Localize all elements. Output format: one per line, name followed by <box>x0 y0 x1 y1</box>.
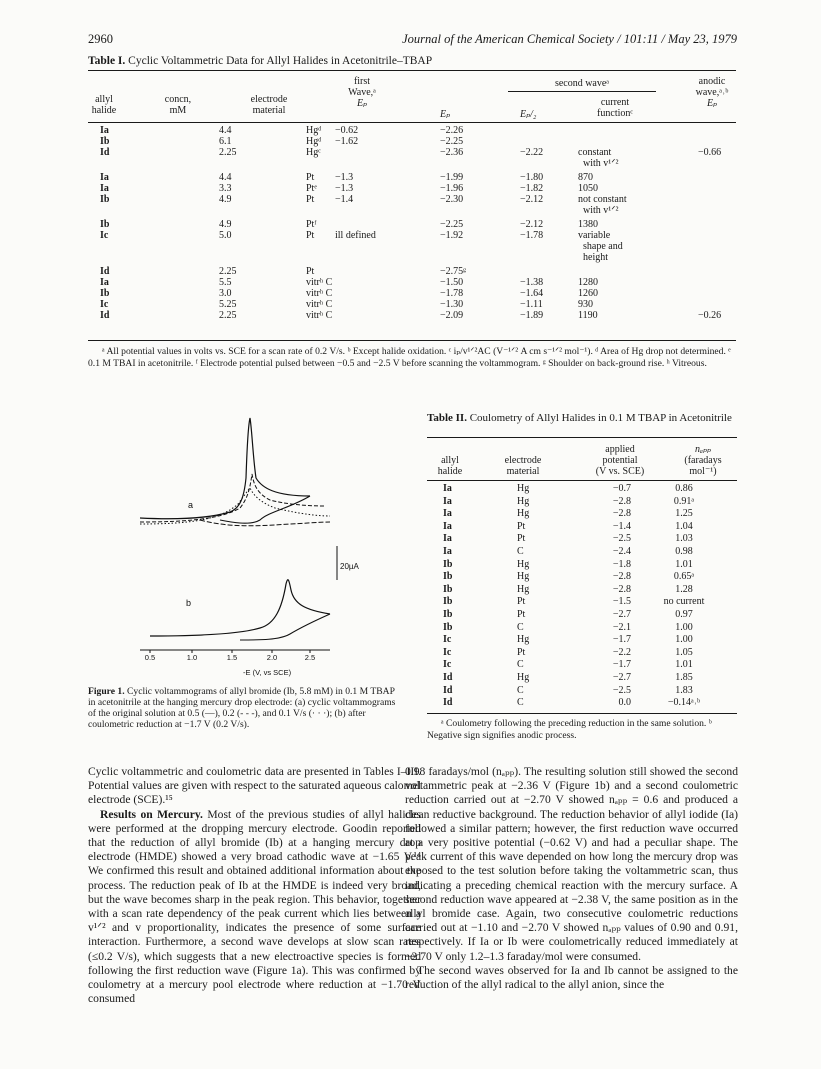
t1-h-current-function: current functionᶜ <box>597 97 633 119</box>
t1-cell: −1.50 <box>440 277 464 288</box>
t1-cell: 4.4 <box>219 172 232 183</box>
t1-cell: Ptᶠ <box>306 219 317 230</box>
t2-cell: −0.14ᵃ˒ᵇ <box>667 697 701 709</box>
t2-cell: −2.8 <box>612 571 631 583</box>
t2-cell: 1.25 <box>675 508 693 520</box>
table2-bottom-rule <box>427 713 737 714</box>
t2-cell: Ic <box>443 634 452 646</box>
curve-a-dashed <box>140 474 325 522</box>
t1-cell: −1.3 <box>335 183 354 194</box>
t1-h-concn: concn, mM <box>164 94 192 116</box>
table1-title: Cyclic Voltammetric Data for Allyl Halides in Acetonitrile–TBAP <box>128 55 433 67</box>
label-a: a <box>188 500 194 510</box>
t2-cell: Hg <box>517 583 530 595</box>
t1-cell: −2.25 <box>440 219 464 230</box>
table1-caption <box>88 55 432 68</box>
t2-cell: −0.7 <box>612 483 631 494</box>
t2-cell: Ib <box>443 571 453 583</box>
t1-h-second-wave: second waveᵃ <box>554 78 610 89</box>
table2-caption <box>427 412 737 425</box>
t1-cell: −1.3 <box>335 172 354 183</box>
x-axis-ticks <box>145 650 315 662</box>
t1-cell: shape and <box>578 241 623 252</box>
t1-cell: −2.75ᵍ <box>440 266 467 277</box>
curve-a-baseline <box>200 520 330 526</box>
t1-cell: 1190 <box>578 310 598 321</box>
t1-cell: vitrʰ C <box>306 299 333 310</box>
t2-cell: −2.1 <box>612 621 631 633</box>
t1-cell: −2.26 <box>440 125 464 136</box>
t2-cell: 0.65ᵃ <box>673 571 695 583</box>
table2-head-rule <box>427 480 737 481</box>
t1-cell: 5.5 <box>219 277 232 288</box>
left-paragraph-2: Results on Mercury. Most of the previous studies of allyl halides were performed at the dropping mercury electrode. Goodin reported that the reduction of allyl bromide (Ib) at a hanging mercury drop electrode (HMDE) showed a very broad cathodic wave at −1.65 V.¹⁴ We confirmed this result and obtained additional information about the process. The reduction peak of Ib at the HMDE is indeed very broad, but the wave becomes sharp in the peak region. This behavior, together with a scan rate dependency of the peak current which lies between a v¹ᐟ² and v proportionality, indicates the presence of some surface interaction. Furthermore, a second wave develops at slow scan rates (≤0.2 V/s), which suggests that a new electroactive species is formed following the first reduction wave (Figure 1a). This was confirmed by coulometry at a mercury pool electrode where reduction at −1.70 V consumed <box>88 807 421 1006</box>
page-number: 2960 <box>88 32 113 46</box>
t1-cell: Ptᵉ <box>306 183 317 194</box>
t2-cell: Hg <box>517 558 530 570</box>
t2-h-potential: applied potential (V vs. SCE) <box>595 444 645 477</box>
t1-cell: ill defined <box>335 230 376 241</box>
t1-cell: Ic <box>100 230 109 241</box>
t1-cell: Id <box>100 310 110 321</box>
t1-h-first-wave: first Wave,ᵃ Eₚ <box>348 76 376 109</box>
t1-cell: −1.78 <box>520 230 544 241</box>
t1-cell: Ia <box>100 125 109 136</box>
t2-h-allyl: allyl halide <box>437 455 463 477</box>
t1-cell: Ic <box>100 299 109 310</box>
t2-cell: Hg <box>517 495 530 507</box>
t1-cell: vitrʰ C <box>306 288 333 299</box>
t2-cell: −1.7 <box>612 634 631 646</box>
t2-cell: Pt <box>517 520 526 532</box>
t1-cell: −1.64 <box>520 288 544 299</box>
x-tick-label: 1.0 <box>186 653 198 662</box>
t1-cell: −2.12 <box>520 219 544 230</box>
t1-cell: 1050 <box>578 183 598 194</box>
t2-cell: Hg <box>517 672 530 683</box>
t1-cell: −1.89 <box>520 310 544 321</box>
t2-cell: Hg <box>517 571 530 583</box>
t1-cell: Ib <box>100 136 110 147</box>
t1-cell: Id <box>100 147 110 158</box>
t1-cell: Pt <box>306 172 315 183</box>
x-tick-label: 2.5 <box>304 653 316 662</box>
t1-cell: Ia <box>100 172 109 183</box>
t2-cell: Ia <box>443 533 452 545</box>
table1-label: Table I. <box>88 55 126 67</box>
t1-cell: Hgᵈ <box>306 125 322 136</box>
t1-cell: Pt <box>306 266 315 277</box>
t1-cell: 4.9 <box>219 219 232 230</box>
t2-cell: Ia <box>443 546 452 557</box>
t2-cell: Ia <box>443 520 452 532</box>
t1-cell: −1.4 <box>335 194 354 205</box>
t1-cell: Pt <box>306 194 315 205</box>
t1-cell: 5.25 <box>219 299 237 310</box>
curve-b-return <box>240 614 330 640</box>
t2-cell: −1.5 <box>612 596 631 608</box>
t2-cell: C <box>517 697 524 709</box>
t2-cell: Id <box>443 672 453 683</box>
t2-cell: Ib <box>443 621 453 633</box>
t1-cell: −0.66 <box>698 147 722 158</box>
t1-cell: 870 <box>578 172 593 183</box>
t2-cell: 1.83 <box>675 684 693 696</box>
t1-cell: 2.25 <box>219 310 237 321</box>
table2-label: Table II. <box>427 412 467 424</box>
t2-cell: Pt <box>517 533 526 545</box>
t2-cell: Id <box>443 684 453 696</box>
x-tick-label: 0.5 <box>144 653 156 662</box>
t2-cell: −1.4 <box>612 520 631 532</box>
t1-h-allyl: allyl halide <box>91 94 117 116</box>
table2-title: Coulometry of Allyl Halides in 0.1 M TBAP in Acetonitrile <box>469 412 732 424</box>
t1-cell: 5.0 <box>219 230 232 241</box>
t1-h-ep2: Eₚ <box>440 109 451 120</box>
t1-h-electrode: electrode material <box>250 94 288 116</box>
t1-cell: −2.09 <box>440 310 464 321</box>
t2-cell: 0.97 <box>675 609 693 620</box>
t2-cell: C <box>517 621 524 633</box>
t2-cell: −2.4 <box>612 546 631 557</box>
t2-cell: 1.00 <box>675 634 693 646</box>
right-paragraph-2: The second waves observed for Ia and Ib cannot be assigned to the reduction of the allyl radical to the allyl anion, since the <box>405 963 738 992</box>
table1-bottom-rule <box>88 340 736 341</box>
t1-cell: −2.12 <box>520 194 544 205</box>
t1-cell: −1.80 <box>520 172 544 183</box>
t1-cell: 930 <box>578 299 593 310</box>
t2-cell: Ib <box>443 596 453 608</box>
t1-cell: −1.96 <box>440 183 464 194</box>
t2-cell: Id <box>443 697 453 709</box>
t1-cell: Ia <box>100 183 109 194</box>
curve-b-forward <box>150 580 330 636</box>
scale-label: 20µA <box>340 562 359 571</box>
t1-cell: −1.92 <box>440 230 464 241</box>
right-paragraph-1: 0.98 faradays/mol (nₐₚₚ). The resulting solution still showed the second voltammetric peak at −2.36 V (Figure 1b) and a second coulometric reduction carried out at −2.70 V showed nₐₚₚ = 0.6 and produced a clean reductive background. The reduction behavior of allyl iodide (Ia) followed a similar pattern; however, the first reduction wave occurred at a very positive potential (−0.62 V) and had a peculiar shape. The peak current of this wave depended on how long the mercury drop was exposed to the test solution before taking the voltammetric scan, thus indicating a preceding chemical reaction with the mercury surface. A second reduction wave appeared at −2.38 V, the same position as in the allyl bromide case. Again, two consecutive coulometric reductions carried out at −1.10 and −2.70 V showed nₐₚₚ values of 0.90 and 0.91, respectively. If Ia or Ib were coulometrically reduced immediately at −2.70 V only 1.2–1.3 faraday/mol were consumed. <box>405 765 738 963</box>
t1-cell: 1380 <box>578 219 598 230</box>
t2-cell: 1.05 <box>675 646 693 658</box>
t1-cell: −1.82 <box>520 183 544 194</box>
t1-cell: 4.9 <box>219 194 232 205</box>
t1-cell: 3.0 <box>219 288 232 299</box>
t2-cell: Ic <box>443 646 452 658</box>
t2-cell: no current <box>663 596 705 608</box>
section-heading: Results on Mercury. <box>100 807 203 821</box>
t1-cell: vitrʰ C <box>306 310 333 321</box>
t1-cell: 2.25 <box>219 147 237 158</box>
t2-cell: −2.8 <box>612 583 631 595</box>
journal-header: Journal of the American Chemical Society / 101:11 / May 23, 1979 <box>402 32 737 46</box>
left-column-text <box>88 765 421 1006</box>
t2-cell: Ib <box>443 609 453 620</box>
t2-cell: 0.86 <box>675 483 693 494</box>
t1-cell: not constant <box>578 194 627 205</box>
t2-cell: 1.01 <box>675 659 693 671</box>
t1-cell: with v¹ᐟ² <box>578 158 619 169</box>
t1-cell: −1.78 <box>440 288 464 299</box>
x-tick-label: 2.0 <box>266 653 278 662</box>
figure1-plot <box>140 408 380 680</box>
t1-cell: −1.38 <box>520 277 544 288</box>
t2-cell: −2.8 <box>612 495 631 507</box>
t2-cell: Ia <box>443 495 452 507</box>
x-tick-label: 1.5 <box>226 653 238 662</box>
t2-cell: 1.03 <box>675 533 693 545</box>
t1-cell: −1.99 <box>440 172 464 183</box>
t1-cell: −2.36 <box>440 147 464 158</box>
t2-cell: −2.2 <box>612 646 631 658</box>
t2-cell: −2.5 <box>612 533 631 545</box>
t1-cell: Id <box>100 266 110 277</box>
t2-cell: Pt <box>517 596 526 608</box>
t1-cell: Ia <box>100 277 109 288</box>
t1-cell: Ib <box>100 219 110 230</box>
t1-cell: vitrʰ C <box>306 277 333 288</box>
t1-cell: Hgᵈ <box>306 136 322 147</box>
table1-top-rule <box>88 70 736 71</box>
t2-cell: Ic <box>443 659 452 671</box>
t1-cell: variable <box>578 230 611 241</box>
t1-cell: Pt <box>306 230 315 241</box>
table2-footnote: ᵃ Coulometry following the preceding reduction in the same solution. ᵇ Negative sign signifies anodic process. <box>427 718 712 741</box>
t1-cell: with v¹ᐟ² <box>578 205 619 216</box>
t2-cell: −2.7 <box>612 672 631 683</box>
label-b: b <box>186 598 192 608</box>
t1-cell: −1.11 <box>520 299 543 310</box>
t2-cell: Pt <box>517 609 526 620</box>
t2-cell: 0.91ᵃ <box>673 495 695 507</box>
t2-cell: −1.7 <box>612 659 631 671</box>
t2-cell: Ia <box>443 508 452 520</box>
t1-cell: 1280 <box>578 277 598 288</box>
t1-cell: −2.25 <box>440 136 464 147</box>
t1-cell: −2.30 <box>440 194 464 205</box>
t1-cell: −0.26 <box>698 310 722 321</box>
t2-cell: Ia <box>443 483 452 494</box>
x-axis-label: -E (V, vs SCE) <box>243 668 292 677</box>
t2-cell: −2.7 <box>612 609 631 620</box>
figure1-caption-text: Cyclic voltammograms of allyl bromide (Ib, 5.8 mM) in 0.1 M TBAP in acetonitrile at the hanging mercury drop electrode: (a) cyclic voltammograms of the original solution at 0.5 (—), 0.2 (- - -), and 0.1 V/s (· · ·); (b) after coulometric reduction at −1.7 V (0.2 V/s). <box>88 686 396 730</box>
t1-cell: Ib <box>100 194 110 205</box>
t1-cell: Hgᶜ <box>306 147 321 158</box>
right-column-text <box>405 765 738 992</box>
left-paragraph-1: Cyclic voltammetric and coulometric data are presented in Tables I–III. Potential values are given with respect to the saturated aqueous calomel electrode (SCE).¹⁵ <box>88 765 421 807</box>
t2-cell: 1.28 <box>675 583 693 595</box>
t1-cell: 4.4 <box>219 125 232 136</box>
t2-cell: 0.98 <box>675 546 693 557</box>
t1-cell: Ib <box>100 288 110 299</box>
t1-cell: constant <box>578 147 612 158</box>
t1-cell: −2.22 <box>520 147 544 158</box>
table1-footnote: ᵃ All potential values in volts vs. SCE for a scan rate of 0.2 V/s. ᵇ Except halide oxidation. ᶜ iₚ/v¹ᐟ²AC (V⁻¹ᐟ² A cm s⁻¹ᐟ² mol⁻¹). ᵈ Area of Hg drop not determined. ᵉ 0.1 M TBAI in acetonitrile. ᶠ Electrode potential pulsed between −0.5 and −2.5 V before scanning the voltammogram. ᵍ Shoulder on back-ground rise. ʰ Vitreous. <box>88 346 731 369</box>
t2-cell: 0.0 <box>618 697 631 709</box>
t2-cell: −1.8 <box>612 558 631 570</box>
table1-second-wave-rule <box>508 91 656 92</box>
t2-h-electrode: electrode material <box>504 455 542 477</box>
curve-a-solid <box>140 418 310 519</box>
t2-cell: Hg <box>517 634 530 646</box>
t2-cell: C <box>517 659 524 671</box>
t1-cell: 3.3 <box>219 183 232 194</box>
t2-cell: Ib <box>443 583 453 595</box>
t1-cell: height <box>578 252 608 263</box>
t2-cell: Ib <box>443 558 453 570</box>
t2-cell: Hg <box>517 483 530 494</box>
t2-cell: C <box>517 684 524 696</box>
t2-cell: Pt <box>517 646 526 658</box>
t2-cell: 1.85 <box>675 672 693 683</box>
t1-h-ep2b: Eₚ/₂ <box>520 109 537 120</box>
t2-h-napp: nₐₚₚ (faradays mol⁻¹) <box>684 444 722 477</box>
t2-cell: 1.00 <box>675 621 693 633</box>
t1-cell: 2.25 <box>219 266 237 277</box>
t2-cell: −2.5 <box>612 684 631 696</box>
t1-cell: −0.62 <box>335 125 359 136</box>
table2-top-rule <box>427 437 737 438</box>
t1-cell: 1260 <box>578 288 598 299</box>
t1-cell: −1.62 <box>335 136 359 147</box>
t2-cell: C <box>517 546 524 557</box>
t1-cell: −1.30 <box>440 299 464 310</box>
figure1-caption <box>88 686 402 730</box>
t1-cell: 6.1 <box>219 136 232 147</box>
table1-head-rule <box>88 122 736 123</box>
t1-h-anodic: anodic wave,ᵃ˒ᵇ Eₚ <box>695 76 729 109</box>
t2-cell: 1.04 <box>675 520 693 532</box>
t2-cell: 1.01 <box>675 558 693 570</box>
t2-cell: −2.8 <box>612 508 631 520</box>
figure1-label: Figure 1. <box>88 686 125 697</box>
t2-cell: Hg <box>517 508 530 520</box>
